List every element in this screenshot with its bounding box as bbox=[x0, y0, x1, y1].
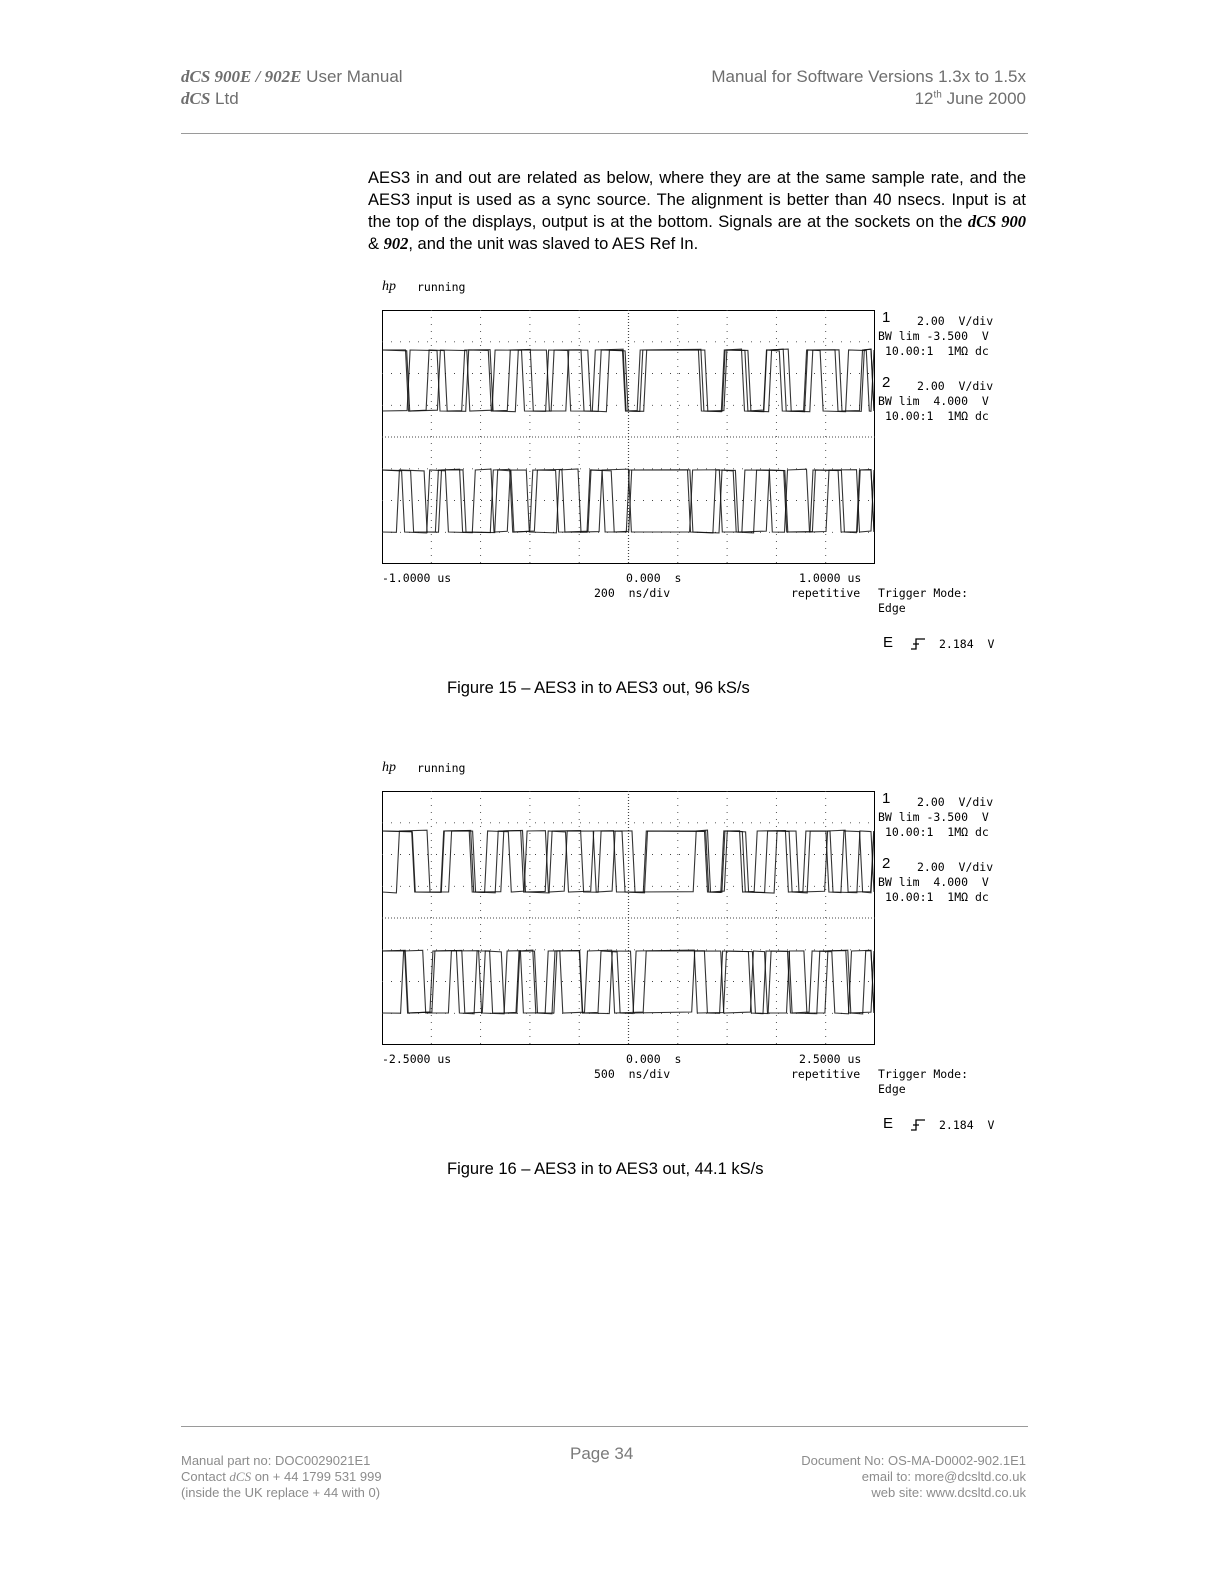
channel-2-probe: 10.00:1 1MΩ dc bbox=[885, 409, 989, 423]
manual-part-no: Manual part no: DOC0029021E1 bbox=[181, 1453, 371, 1468]
figure-caption: Figure 16 – AES3 in to AES3 out, 44.1 kS/s bbox=[447, 1160, 764, 1178]
channel-2-probe: 10.00:1 1MΩ dc bbox=[885, 890, 989, 904]
channel-1-probe: 10.00:1 1MΩ dc bbox=[885, 344, 989, 358]
trigger-mode-label: Trigger Mode: bbox=[878, 586, 969, 600]
contact-phone: Contact dCS on + 44 1799 531 999 bbox=[181, 1469, 382, 1484]
channel-1-bandwidth: BW lim -3.500 V bbox=[878, 810, 989, 824]
footer-left bbox=[181, 1453, 382, 1501]
channel-1-probe: 10.00:1 1MΩ dc bbox=[885, 825, 989, 839]
channel-2-scale: 2.00 V/div bbox=[917, 379, 994, 393]
channel-2-bandwidth: BW lim 4.000 V bbox=[878, 875, 989, 889]
trigger-mode-label: Trigger Mode: bbox=[878, 1067, 969, 1081]
time-left-label: -2.5000 us bbox=[382, 1052, 452, 1066]
channel-1-number: 1 bbox=[882, 309, 891, 326]
header-right bbox=[711, 66, 1026, 110]
oscilloscope-figure bbox=[372, 760, 1032, 1145]
scope-screen bbox=[382, 791, 875, 1045]
uk-note: (inside the UK replace + 44 with 0) bbox=[181, 1485, 381, 1500]
header-left bbox=[181, 66, 403, 110]
website-link[interactable]: web site: www.dcsltd.co.uk bbox=[871, 1485, 1026, 1500]
channel-1-scale: 2.00 V/div bbox=[917, 314, 994, 328]
channel-2-number: 2 bbox=[882, 855, 891, 872]
figure-caption: Figure 15 – AES3 in to AES3 out, 96 kS/s bbox=[447, 679, 750, 697]
channel-1-scale: 2.00 V/div bbox=[917, 795, 994, 809]
channel-1-number: 1 bbox=[882, 790, 891, 807]
acquisition-status: running bbox=[417, 280, 466, 294]
timebase-label: 500 ns/div bbox=[594, 1067, 671, 1081]
software-versions: Manual for Software Versions 1.3x to 1.5x bbox=[711, 67, 1026, 86]
intro-paragraph: AES3 in and out are related as below, where they are at the same sample rate, and the AES3 input is used as a sync source. The alignment is better than 40 nsecs. Input is at the top of the displays, output is at the bottom. Signals are at the sockets on the dCS 900 & 902, and the unit was slaved to AES Ref In. bbox=[368, 169, 1026, 253]
scope-screen bbox=[382, 310, 875, 564]
page-number: Page 34 bbox=[570, 1444, 634, 1463]
time-right-label: 2.5000 us bbox=[799, 1052, 862, 1066]
timebase-label: 200 ns/div bbox=[594, 586, 671, 600]
trigger-level: 2.184 V bbox=[939, 637, 995, 651]
document-number: Document No: OS-MA-D0002-902.1E1 bbox=[801, 1453, 1026, 1468]
rising-edge-icon bbox=[910, 1118, 926, 1132]
time-left-label: -1.0000 us bbox=[382, 571, 452, 585]
channel-2-scale: 2.00 V/div bbox=[917, 860, 994, 874]
trigger-type: Edge bbox=[878, 1082, 906, 1096]
acquisition-mode: repetitive bbox=[791, 586, 861, 600]
hp-logo: hp bbox=[382, 760, 396, 775]
footer-rule bbox=[181, 1426, 1028, 1427]
channel-2-number: 2 bbox=[882, 374, 891, 391]
trigger-level: 2.184 V bbox=[939, 1118, 995, 1132]
rising-edge-icon bbox=[910, 637, 926, 651]
channel-1-bandwidth: BW lim -3.500 V bbox=[878, 329, 989, 343]
channel-2-bandwidth: BW lim 4.000 V bbox=[878, 394, 989, 408]
company-name: dCS Ltd bbox=[181, 89, 239, 108]
acquisition-status: running bbox=[417, 761, 466, 775]
time-center-label: 0.000 s bbox=[626, 1052, 682, 1066]
email-link[interactable]: email to: more@dcsltd.co.uk bbox=[861, 1469, 1026, 1484]
trigger-source: E bbox=[883, 1115, 894, 1132]
oscilloscope-figure bbox=[372, 279, 1032, 664]
acquisition-mode: repetitive bbox=[791, 1067, 861, 1081]
time-center-label: 0.000 s bbox=[626, 571, 682, 585]
trigger-source: E bbox=[883, 634, 894, 651]
footer-right bbox=[801, 1453, 1026, 1501]
manual-title: dCS 900E / 902E User Manual bbox=[181, 67, 403, 86]
trigger-type: Edge bbox=[878, 601, 906, 615]
header-rule bbox=[181, 133, 1028, 134]
time-right-label: 1.0000 us bbox=[799, 571, 862, 585]
hp-logo: hp bbox=[382, 279, 396, 294]
manual-date: 12th June 2000 bbox=[914, 89, 1026, 108]
